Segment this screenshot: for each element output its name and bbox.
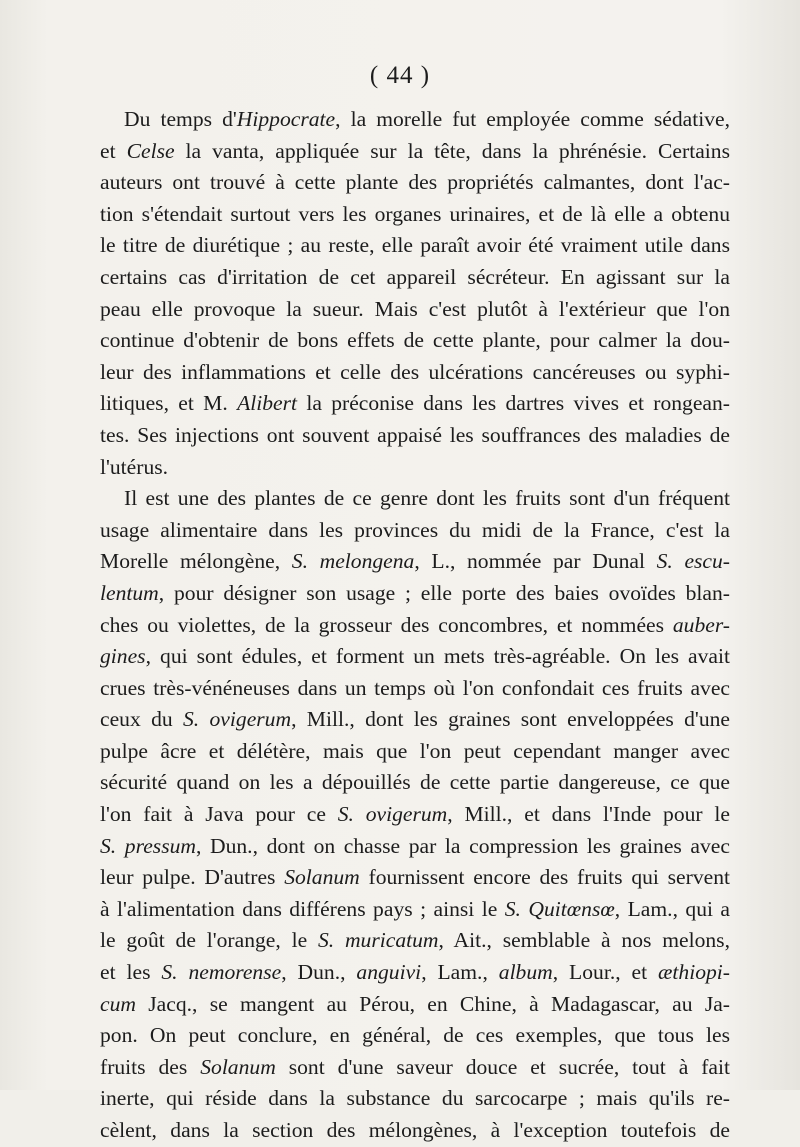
text-line: pulpe âcre et délétère, mais que l'on peut cependant manger avec xyxy=(100,738,730,763)
text-line: sécurité quand on les a dépouillés de cette partie dangereuse, ce que xyxy=(100,770,730,795)
text-line: à l'alimentation dans différens pays ; ainsi le S. Quitœnsœ, Lam., qui a xyxy=(100,896,730,921)
text-line: et Celse la vanta, appliquée sur la tête, dans la phrénésie. Certains xyxy=(100,138,730,163)
text-line: inerte, qui réside dans la substance du sarcocarpe ; mais qu'ils re- xyxy=(100,1086,730,1111)
text-line: gines, qui sont édules, et forment un mets très-agréable. On les avait xyxy=(100,644,730,669)
text-line: usage alimentaire dans les provinces du midi de la France, c'est la xyxy=(100,517,730,542)
text-line: pon. On peut conclure, en général, de ces exemples, que tous les xyxy=(100,1023,730,1048)
text-line: litiques, et M. Alibert la préconise dans les dartres vives et rongean- xyxy=(100,391,730,416)
text-line: l'utérus. xyxy=(100,454,169,479)
text-line: Du temps d'Hippocrate, la morelle fut employée comme sédative, xyxy=(124,107,730,131)
text-line: tion s'étendait surtout vers les organes urinaires, et de là elle a obtenu xyxy=(100,201,730,226)
text-line: leur pulpe. D'autres Solanum fournissent encore des fruits qui servent xyxy=(100,865,731,890)
text-line: cèlent, dans la section des mélongènes, à l'exception toutefois de xyxy=(100,1118,730,1142)
body-text xyxy=(100,104,730,1147)
text-line: l'on fait à Java pour ce S. ovigerum, Mill., et dans l'Inde pour le xyxy=(100,802,730,827)
text-line: lentum, pour désigner son usage ; elle porte des baies ovoïdes blan- xyxy=(100,580,730,605)
text-line: crues très-vénéneuses dans un temps où l'on confondait ces fruits avec xyxy=(100,675,730,700)
text-line: le titre de diurétique ; au reste, elle paraît avoir été vraiment utile dans xyxy=(100,233,730,258)
text-line: cum Jacq., se mangent au Pérou, en Chine, à Madagascar, au Ja- xyxy=(100,991,730,1016)
text-line: auteurs ont trouvé à cette plante des propriétés calmantes, dont l'ac- xyxy=(100,170,730,195)
text-line: tes. Ses injections ont souvent appaisé les souffrances des maladies de xyxy=(100,422,730,447)
text-line: Il est une des plantes de ce genre dont les fruits sont d'un fréquent xyxy=(124,486,730,511)
text-line: ches ou violettes, de la grosseur des concombres, et nommées auber- xyxy=(100,612,730,637)
text-line: certains cas d'irritation de cet appareil sécréteur. En agissant sur la xyxy=(100,264,730,289)
text-line: fruits des Solanum sont d'une saveur douce et sucrée, tout à fait xyxy=(100,1054,730,1079)
text-line: le goût de l'orange, le S. muricatum, Ait., semblable à nos melons, xyxy=(100,928,730,953)
text-line: ceux du S. ovigerum, Mill., dont les graines sont enveloppées d'une xyxy=(100,707,731,732)
page-number: ( 44 ) xyxy=(369,62,431,89)
text-line: peau elle provoque la sueur. Mais c'est plutôt à l'extérieur que l'on xyxy=(100,296,730,321)
text-line: Morelle mélongène, S. melongena, L., nommée par Dunal S. escu- xyxy=(100,549,730,574)
text-line: continue d'obtenir de bons effets de cette plante, pour calmer la dou- xyxy=(100,328,730,353)
text-line: S. pressum, Dun., dont on chasse par la compression les graines avec xyxy=(100,833,730,858)
text-line: leur des inflammations et celle des ulcérations cancéreuses ou syphi- xyxy=(100,359,730,384)
text-line: et les S. nemorense, Dun., anguivi, Lam., album, Lour., et æthiopi- xyxy=(100,960,730,985)
